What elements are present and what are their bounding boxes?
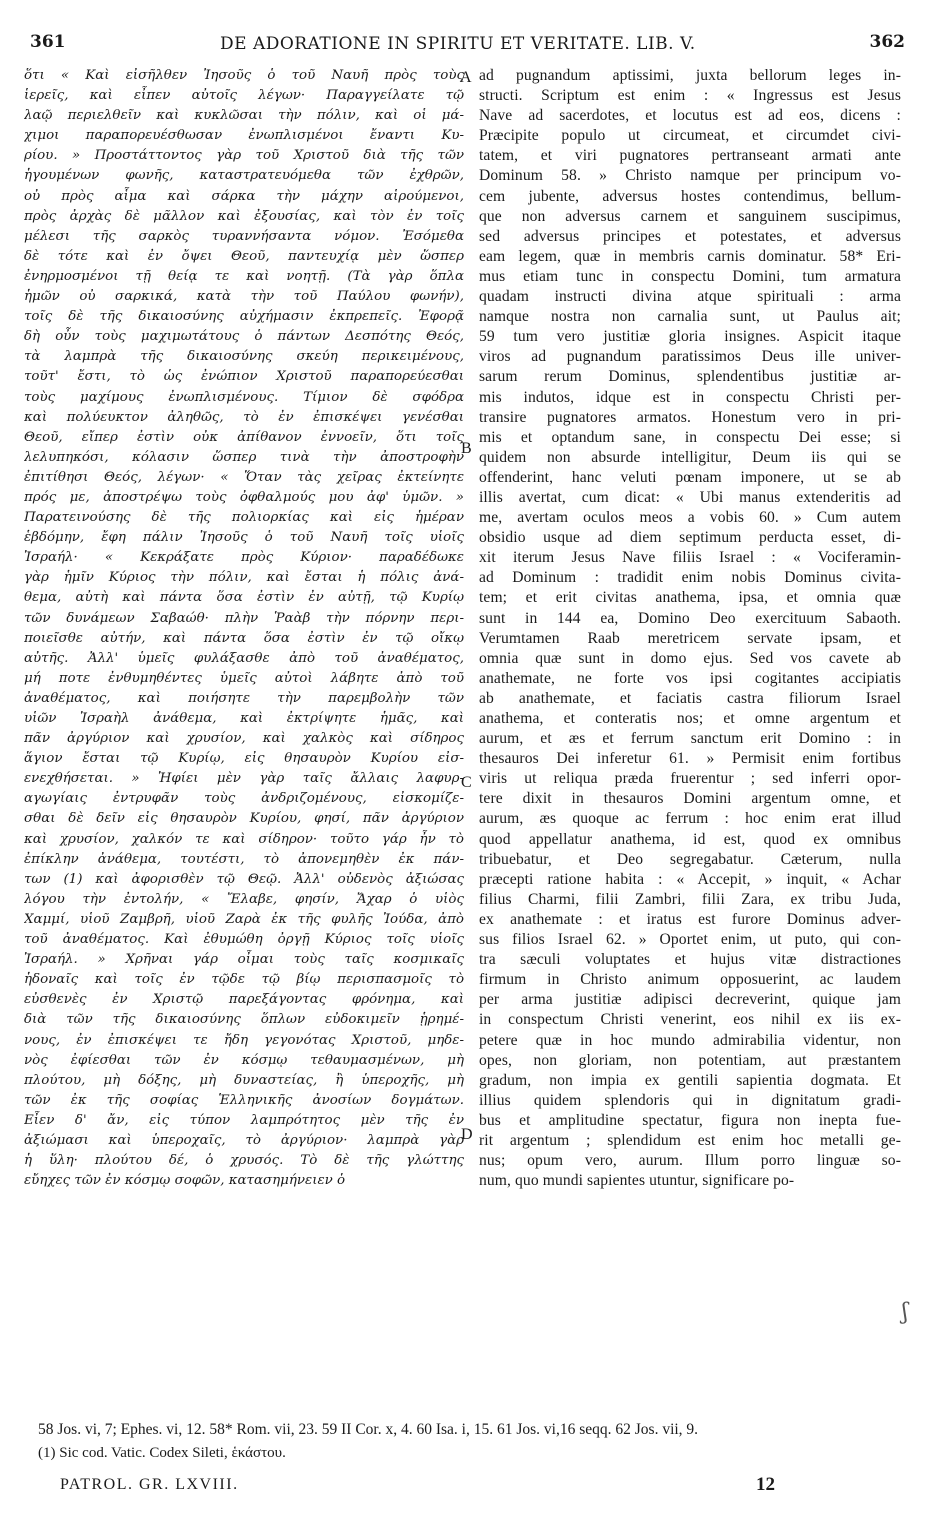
latin-text-line: illius quidem splendoris qui in dignitatum gradi- (479, 1091, 901, 1109)
latin-text-line: ex anathemate : et iratus est furore Dominus adver- (479, 910, 901, 928)
greek-text-line: ενεχθήσεται. » Ἠφίει μὲν γὰρ ταῖς ἄλλαις λαφυρ- (24, 771, 464, 787)
greek-text-line: πᾶν ἀργύριον καὶ χρυσίον, καὶ χαλκὸς καὶ σίδηρος (24, 731, 464, 747)
greek-text-line: ἐπιτίθησι Θεός, λέγων· « Ὅταν τὰς χεῖρας ἐκτείνητε (24, 469, 464, 485)
greek-text-line: τοῦτ' ἔστι, τὸ ὡς ἐνώπιον Χριστοῦ παραπορεύεσθαι (24, 369, 464, 385)
greek-text-line: των (1) καὶ ἀφορισθὲν τῷ Θεῷ. Ἀλλ' οὐδενὸς ἀξιώσας (24, 871, 464, 887)
latin-text-line: anathema, et conteratis nos; et omne argentum et (479, 710, 901, 727)
latin-text-line: Dominum 58. » Christo namque per principum vo- (479, 167, 901, 185)
latin-text-line: sunt in 144 ea, Domino Deo exercituum Sabaoth. (479, 609, 901, 627)
greek-text-line: πρός με, ἀποστρέψω τοὺς ὀφθαλμούς μου ἀφ' ὑμῶν. » (24, 489, 464, 505)
greek-text-line: δὲ τότε καὶ ἐν ὄψει Θεοῦ, παντευχίᾳ μὲν ὥσπερ (24, 248, 464, 264)
latin-text-line: mis indutos, idque est in conspectu Christi per- (479, 388, 901, 406)
latin-text-line: quidem non absurde intelligitur, Deum iis qui se (479, 448, 901, 466)
greek-text-line: Παρατεινούσης δὲ τῆς πολιορκίας καὶ εἰς ἡμέραν (24, 510, 464, 526)
greek-text-line: μέλεσι τῆς σαρκὸς τυραννήσαντα νόμον. Ἐσόμεθα (24, 228, 464, 244)
greek-text-line: ἐνηρμοσμένοι τῇ θείᾳ τε καὶ νοητῇ. (Τὰ γὰρ ὅπλα (24, 268, 464, 284)
latin-text-line: bus et amplitudine spectatur, figura non inepta fue- (479, 1111, 901, 1129)
greek-text-line: ἡδοναῖς καὶ τοῖς ἐν τῷδε τῷ βίῳ περισπασμοῖς τὸ (24, 972, 464, 988)
greek-text-line: πλούτου, μὴ δόξης, μὴ δυναστείας, ἢ ὑπεροχῆς, μὴ (24, 1072, 464, 1088)
latin-text-line: me, avertam oculos meos a vobis 60. » Cum autem (479, 509, 901, 527)
latin-text-line: mis et optandum sane, in conspectu Dei esse; si (479, 428, 901, 446)
greek-text-line: Ἰσραήλ. » Χρῆναι γάρ οἶμαι τοὺς ταῖς κοσμικαῖς (24, 952, 464, 968)
greek-text-line: ποιεῖσθε αὐτήν, καὶ πάντα ὅσα ἐστὶν ἐν τῷ οἴκῳ (24, 630, 464, 646)
greek-text-line: τῶν ἐκ τῆς σοφίας Ἑλληνικῆς ἀνοσίων δογμάτων. (24, 1092, 464, 1108)
greek-text-line: Ἰσραήλ· « Κεκράξατε πρὸς Κύριον· παραδέδωκε (24, 550, 464, 566)
latin-text-line: petere quæ in hoc mundo admirabilia videntur, non (479, 1031, 901, 1049)
greek-text-line: ἅγιον ἔσται τῷ Κυρίῳ, εἰς θησαυρὸν Κυρίου εἰσ- (24, 751, 464, 767)
greek-text-line: σθαι δὲ δεῖν εἰς θησαυρὸν Κυρίου, φησί, πᾶν ἀργύριον (24, 811, 464, 827)
running-title: DE ADORATIONE IN SPIRITU ET VERITATE. LIB. V. (220, 34, 696, 54)
latin-text-line: num, quo mundi sapientes utuntur, significare po- (479, 1172, 795, 1190)
section-marker-b: B (461, 440, 472, 457)
greek-text-line: αγωγίαις ἐντρυφᾶν τοὺς ἀνδριζομένους, εἰσκομίζε- (24, 791, 464, 807)
greek-text-line: θεμα, αὐτὴ καὶ πάντα ὅσα ἐστὶν ἐν αὐτῇ, τῷ Κυρίῳ (24, 590, 464, 606)
greek-text-line: μή ποτε ἐνθυμηθέντες ὑμεῖς αὐτοὶ λάβητε ἀπὸ τοῦ (24, 670, 464, 686)
printer-signature: PATROL. GR. LXVIII. (60, 1476, 239, 1493)
latin-text-line: viros ad pugnandum paratissimos Deus ille univer- (479, 348, 901, 366)
latin-text-line: firmum in Christo animum opposuerint, ac laudem (479, 971, 901, 989)
greek-text-line: ἡμῶν οὐ σαρκικά, κατὰ τὴν τοῦ Παύλου φωνήν), (24, 289, 464, 305)
latin-text-line: cem jubente, adversus hostes contendimus, bellum- (479, 187, 901, 205)
greek-text-line: τὰ λαμπρὰ τῆς δικαιοσύνης σκεύη περικειμένους, (24, 349, 464, 365)
running-header (30, 12, 905, 52)
greek-text-line: τῶν δυνάμεων Σαβαώθ· πλὴν Ῥαὰβ τὴν πόρνην περι- (24, 610, 464, 626)
greek-text-line: ἱερεῖς, καὶ εἶπεν αὐτοῖς λέγων· Παραγγείλατε τῷ (24, 88, 464, 104)
latin-text-line: eam legem, quæ in membris carnis dominatur. 58* Eri- (479, 247, 901, 265)
latin-text-line: Verumtamen Raab meretricem servate ipsam, et (479, 629, 901, 647)
latin-text-line: opes, non gloriam, non potentiam, aut præstantem (479, 1051, 901, 1069)
footnote-references: 58 Jos. vi, 7; Ephes. vi, 12. 58* Rom. vii, 23. 59 II Cor. x, 4. 60 Isa. i, 15. 61 Jos. vi,16 seqq. 62 Jos. vii, 9. (38, 1421, 699, 1438)
latin-text-line: namque nostra non carnalia sunt, ut Paulus ait; (479, 308, 901, 326)
latin-text-line: 59 tum vero justitiæ gloria insignes. Aspicit itaque (479, 328, 901, 346)
greek-text-line: ἑβδόμην, ἔφη πάλιν Ἰησοῦς ὁ τοῦ Ναυῆ τοῖς υἱοῖς (24, 530, 464, 546)
greek-text-line: διὰ τῶν τῆς δικαιοσύνης ὅπλων εὐδοκιμεῖν ᾑρημέ- (24, 1012, 464, 1028)
latin-text-line: rit argentum ; splendidum est enim hoc metalli ge- (479, 1131, 901, 1149)
greek-text-line: ἡ ὕλη· πλούτου δέ, ὁ χρυσός. Τὸ δὲ τῆς γλώττης (24, 1153, 464, 1169)
latin-text-line: Præcipite populo ut circumeat, et circumdet civi- (479, 127, 901, 145)
latin-text-line: tem; et erit civitas anathema, ipsa, et omnia quæ (479, 589, 901, 607)
latin-text-line: quadam instructi divina atque spirituali : arma (479, 288, 901, 306)
greek-text-line: ὅτι « Καὶ εἰσῆλθεν Ἰησοῦς ὁ τοῦ Ναυῆ πρὸς τοὺς (24, 68, 464, 83)
greek-text-line: υἱῶν Ἰσραὴλ ἀνάθεμα, καὶ ἐκτρίψητε ἡμᾶς, καὶ (24, 711, 464, 726)
latin-text-line: tra sæculi voluptates et hujus vitæ distractiones (479, 951, 901, 969)
latin-text-line: anathemate, ne forte vos ipsi cogitantes accipiatis (479, 669, 901, 687)
latin-text-line: tribuebatur, et Deo segregabatur. Cæterum, nulla (479, 850, 901, 868)
latin-text-line: tatem, et viri pugnatores pertranseant armati ante (479, 147, 901, 165)
latin-text-line: structi. Scriptum est enim : « Ingressus est Jesus (479, 87, 901, 105)
greek-text-line: νὸς ἐφίεσθαι τῶν ἐν κόσμῳ τεθαυμασμένων, μὴ (24, 1052, 464, 1068)
section-marker-a: A (460, 69, 472, 86)
greek-text-column (24, 66, 464, 1191)
latin-text-line: sed adversus principes et potestates, et adversus (479, 227, 901, 245)
latin-text-line: xit iterum Jesus Nave filiis Israel : « Vociferamin- (479, 549, 901, 567)
latin-text-line: filius Charmi, filii Zambri, filii Zara, ex tribu Juda, (479, 890, 901, 908)
greek-text-line: λελυπηκόσι, κόλασιν ὥσπερ τινὰ τὴν ἀποστροφὴν (24, 449, 464, 465)
greek-text-line: ἡγουμένων φωνῆς, καταστρατευόμεθα τῶν ἐχθρῶν, (24, 168, 464, 184)
greek-text-line: Εἶεν δ' ἄν, εἰς τύπον λαμπρότητος μὲν τῆς ἐν (24, 1112, 464, 1128)
greek-text-line: χιμοι παραπορευέσθωσαν ἐνωπλισμένοι ἔναντι Κυ- (24, 128, 464, 144)
latin-text-line: transire pugnatores armatos. Honestum vero in pri- (479, 408, 901, 426)
section-marker-c: C (461, 774, 472, 791)
latin-text-line: offenderint, hanc veluti pœnam imponere, ut se ab (479, 468, 901, 486)
greek-text-line: πρὸς ἀρχὰς δὲ μᾶλλον καὶ ἐξουσίας, καὶ τὸν ἐν τοῖς (24, 208, 464, 224)
latin-text-line: ad Dominum : tradidit enim nobis Dominus civita- (479, 569, 901, 587)
section-marker-d: D (461, 1126, 473, 1143)
latin-text-line: aurum, æs quoque ac ferrum : hoc enim erat illud (479, 810, 901, 828)
latin-text-line: thesauros Dei inferetur 61. » Permisit enim fortibus (479, 750, 901, 768)
footnote-variant: (1) Sic cod. Vatic. Codex Sileti, ἑκάστου. (38, 1445, 286, 1461)
page-number-left: 361 (30, 32, 66, 52)
latin-text-line: ad pugnandum aptissimi, juxta bellorum leges in- (479, 67, 901, 84)
latin-text-line: in conspectum Christi venerint, eos nihil ex iis ex- (479, 1011, 901, 1029)
latin-text-line: præcepti ratione habita : « Accepit, » inquit, « Achar (479, 870, 901, 888)
latin-text-line: per arma justitiæ adipisci decreverint, quique jam (479, 991, 901, 1009)
latin-text-line: ab anathemate, et faciatis castra filiorum Israel (479, 689, 901, 707)
greek-text-line: λόγου τὴν ἐντολήν, « Ἔλαβε, φησίν, Ἄχαρ ὁ υἱὸς (24, 891, 464, 907)
latin-text-line: sus filios Israel 62. » Oportet enim, ut puto, qui con- (479, 931, 901, 949)
greek-text-line: ἀναθέματος, καὶ ποιήσητε τὴν παρεμβολὴν τῶν (24, 690, 464, 706)
greek-text-line: εὐσθενὲς ἐν Χριστῷ παρεξάγοντας φρόνημα, καὶ (24, 992, 464, 1008)
latin-text-line: obsidio usque ad diem septimum perducta esset, di- (479, 529, 901, 547)
greek-text-line: αὐτῆς. Ἀλλ' ὑμεῖς φυλάξασθε ἀπὸ τοῦ ἀναθέματος, (24, 650, 464, 666)
greek-text-line: τοὺς μαχίμους ἐνωπλισμένους. Τίμιον δὲ σφόδρα (24, 389, 464, 405)
greek-text-line: Χαμμί, υἱοῦ Ζαμβρῆ, υἱοῦ Ζαρὰ ἐκ τῆς φυλῆς Ἰούδα, ἀπὸ (24, 911, 464, 927)
greek-text-line: νους, ἐν ἐπισκέψει τε ἤδη γεγονότας Χριστοῦ, μηδε- (24, 1032, 464, 1048)
greek-text-line: τοῖς δὲ τῆς δικαιοσύνης αὐχήμασιν ἐκπρεπεῖς. Ἐφορᾷ (24, 309, 464, 325)
latin-text-line: mus etiam tunc in conspectu Domini, tum armatura (479, 267, 901, 285)
latin-text-line: illis avertat, cum dicat: « Ubi manus extenderitis ad (479, 488, 901, 506)
margin-mark: ʃ (902, 1300, 908, 1325)
greek-text-line: ρίου. » Προστάττοντος γὰρ τοῦ Χριστοῦ διὰ τῆς τῶν (24, 148, 464, 164)
greek-text-line: Θεοῦ, εἴπερ ἐστὶν οὐκ ἀπίθανον ἐννοεῖν, ὅτι τοῖς (24, 429, 464, 445)
latin-text-line: nus; opum vero, aurum. Illum porro linguæ so- (479, 1152, 901, 1170)
greek-text-line: δὴ οὖν τοὺς μαχιμωτάτους ὁ πάντων Δεσπότης Θεός, (24, 329, 464, 345)
latin-text-line: sarum rerum Dominus, splendentibus justitiæ ar- (479, 368, 901, 386)
greek-text-line: ἀξιώμασι καὶ ὑπεροχαῖς, τὸ ἀργύριον· λαμπρὰ γὰρ (24, 1132, 464, 1148)
latin-text-line: tere dixit in thesauros Domini argentum omne, et (479, 790, 901, 808)
greek-text-line: οὐ πρὸς αἷμα καὶ σάρκα τὴν μάχην αἱρούμενοι, (24, 188, 464, 204)
latin-text-line: gradum, non impia ex gentili sapientia dogmata. Et (479, 1071, 901, 1089)
greek-text-line: γὰρ ἡμῖν Κύριος τὴν πόλιν, καὶ ἔσται ἡ πόλις ἀνά- (24, 570, 464, 586)
latin-text-line: omnia quæ sunt in domo ejus. Sed vos cavete ab (479, 649, 901, 667)
greek-text-line: καὶ χρυσίον, χαλκόν τε καὶ σίδηρον· τοῦτο γάρ ἦν τὸ (24, 831, 464, 847)
latin-text-line: que non adversus carnem et sanguinem suscipimus, (479, 207, 901, 225)
latin-text-line: aurum, et æs et ferrum sanctum erit Domino : in (479, 730, 901, 748)
greek-text-line: εὔηχες τῶν ἐν κόσμῳ σοφῶν, κατασημήνειεν ὁ (24, 1173, 346, 1189)
page-number-right: 362 (869, 32, 905, 52)
greek-text-line: λαῷ περιελθεῖν καὶ κυκλῶσαι τὴν πόλιν, καὶ οἱ μά- (24, 108, 464, 124)
latin-text-line: Nave ad sacerdotes, et locutus est ad eos, dicens : (479, 107, 901, 125)
latin-text-line: quod appellatur anathema, id est, quod ex omnibus (479, 830, 901, 848)
footnotes (38, 1418, 918, 1464)
latin-text-line: viris ut reliqua præda fruerentur ; sed inferri opor- (479, 770, 901, 788)
greek-text-line: ἐπίκλην ἀνάθεμα, τουτέστι, τὸ ἀπονεμηθὲν ἐκ πάν- (24, 851, 464, 867)
greek-text-line: τοῦ ἀναθέματος. Καὶ ἐθυμώθη ὀργῇ Κύριος τοῖς υἱοῖς (24, 932, 464, 948)
greek-text-line: καὶ πολύευκτον ἀληθῶς, τὸ ἐν ἐπισκέψει γενέσθαι (24, 409, 464, 425)
latin-text-column (479, 66, 901, 1191)
sheet-number: 12 (756, 1474, 775, 1495)
